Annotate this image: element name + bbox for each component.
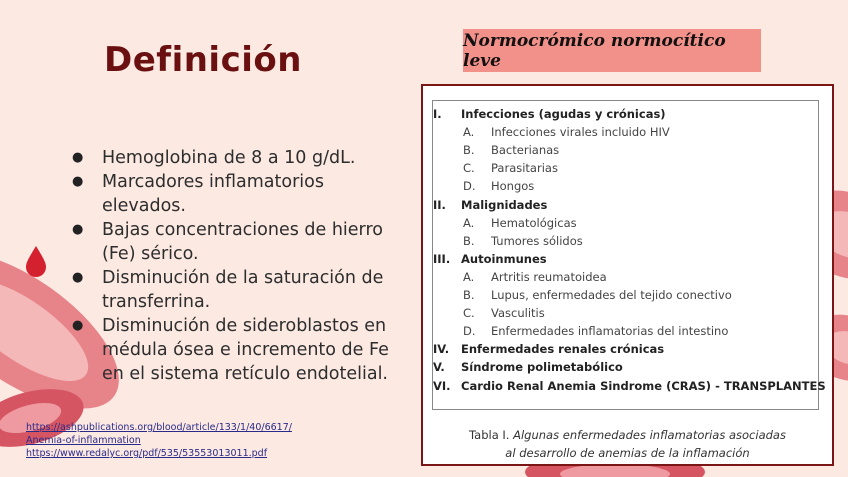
section-number: II. xyxy=(433,197,446,212)
section-number: III. xyxy=(433,251,451,266)
reference-link[interactable]: https://ashpublications.org/blood/article/133/1/40/6617/ xyxy=(26,422,292,433)
item-label: Infecciones virales incluido HIV xyxy=(491,125,670,140)
item-letter: C. xyxy=(463,161,475,176)
section-number: I. xyxy=(433,107,442,121)
item-letter: A. xyxy=(463,215,475,230)
bullet-item: ● Hemoglobina de 8 a 10 g/dL. xyxy=(72,146,407,170)
references xyxy=(26,421,356,460)
caption-prefix: Tabla I. xyxy=(469,428,510,442)
item-label: Lupus, enfermedades del tejido conectivo xyxy=(491,288,732,302)
disease-table xyxy=(432,100,826,410)
section-label: Autoinmunes xyxy=(461,251,547,266)
item-letter: D. xyxy=(463,324,476,339)
reference-link[interactable]: Anemia-of-inflammation xyxy=(26,435,141,446)
item-letter: A. xyxy=(463,269,475,284)
classification-badge xyxy=(463,29,761,72)
section-label: Cardio Renal Anemia Sindrome (CRAS) - TRANSPLANTES xyxy=(461,378,826,393)
caption-line-1: Algunas enfermedades inflamatorias asociadas xyxy=(513,428,786,442)
item-label: Enfermedades inflamatorias del intestino xyxy=(491,324,729,339)
table-figure xyxy=(421,84,834,466)
bullet-item: ● Bajas concentraciones de hierro (Fe) sérico. xyxy=(72,218,407,266)
slide-title: Definición xyxy=(104,40,302,80)
item-letter: B. xyxy=(463,288,475,302)
item-letter: B. xyxy=(463,143,475,158)
item-label: Parasitarias xyxy=(491,161,558,176)
bullet-item: ● Disminución de sideroblastos en médula ósea e incremento de Fe en el sistema retículo endotelial. xyxy=(72,314,407,386)
bullet-item: ● Disminución de la saturación de transferrina. xyxy=(72,266,407,314)
section-number: IV. xyxy=(433,342,450,357)
item-label: Tumores sólidos xyxy=(491,233,583,248)
bullet-item: ● Marcadores inflamatorios elevados. xyxy=(72,170,407,218)
item-letter: B. xyxy=(463,233,475,248)
section-label: Síndrome polimetabólico xyxy=(461,360,623,375)
item-letter: A. xyxy=(463,125,475,140)
blood-drop-icon xyxy=(26,246,46,277)
caption-line-2: al desarrollo de anemias de la inflamación xyxy=(505,446,750,460)
section-number: VI. xyxy=(433,378,451,393)
item-label: Bacterianas xyxy=(491,143,560,158)
item-letter: C. xyxy=(463,306,475,321)
section-label: Enfermedades renales crónicas xyxy=(461,342,665,357)
section-label: Malignidades xyxy=(461,197,548,212)
bullet-list xyxy=(72,146,407,386)
reference-link[interactable]: https://www.redalyc.org/pdf/535/53553013011.pdf xyxy=(26,448,268,459)
item-label: Artritis reumatoidea xyxy=(491,269,607,284)
section-label: Infecciones (agudas y crónicas) xyxy=(461,107,666,121)
badge-label: Normocrómico normocítico leve xyxy=(463,30,726,71)
item-label: Hongos xyxy=(491,179,535,194)
item-label: Vasculitis xyxy=(491,306,545,321)
section-number: V. xyxy=(433,360,445,375)
item-label: Hematológicas xyxy=(491,215,577,230)
table-caption xyxy=(423,426,832,462)
item-letter: D. xyxy=(463,179,476,194)
